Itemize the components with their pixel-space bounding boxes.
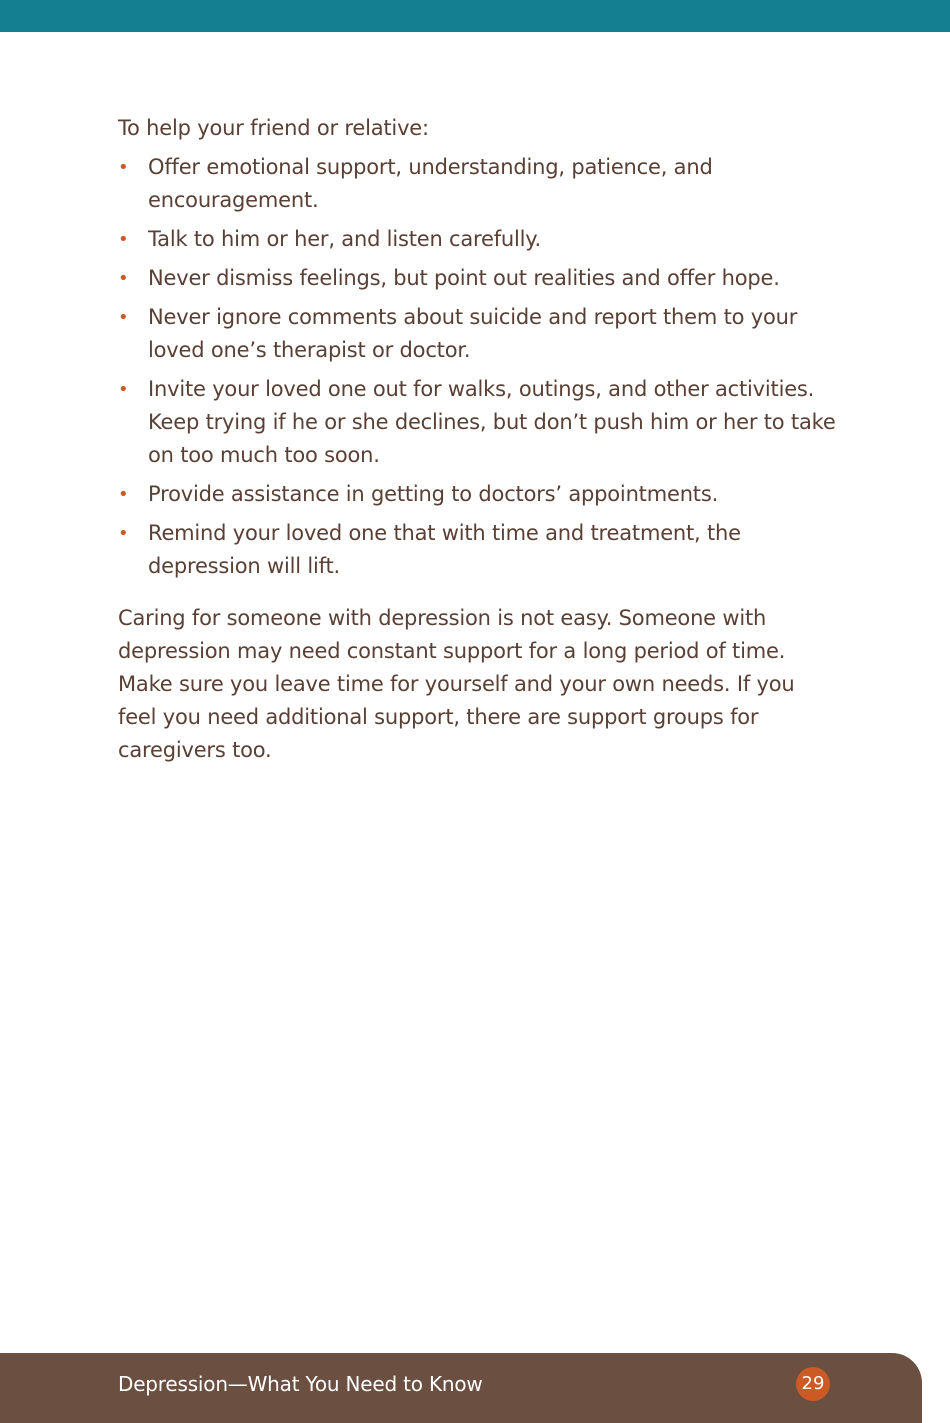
bullet-icon: •	[118, 229, 129, 250]
list-item-text: Remind your loved one that with time and treatment, the depression will lift.	[148, 521, 741, 578]
bullet-icon: •	[118, 379, 129, 400]
closing-paragraph: Caring for someone with depression is not easy. Someone with depression may need constant support for a long period of time. Make sure you leave time for yourself and your own needs. If you feel you need additional support, there are support groups for caregivers too.	[118, 606, 795, 762]
top-color-band	[0, 0, 950, 32]
list-item	[118, 301, 838, 367]
list-item-text: Invite your loved one out for walks, outings, and other activities. Keep trying if he or she declines, but don’t push him or her to take on too much too soon.	[148, 377, 836, 467]
page-content	[118, 112, 838, 767]
list-item-text: Offer emotional support, understanding, patience, and encouragement.	[148, 155, 713, 212]
list-item	[118, 262, 838, 295]
list-item-text: Talk to him or her, and listen carefully.	[148, 227, 542, 251]
footer-title: Depression—What You Need to Know	[118, 1372, 483, 1396]
list-item	[118, 478, 838, 511]
list-item	[118, 223, 838, 256]
bullet-icon: •	[118, 157, 129, 178]
list-item	[118, 151, 838, 217]
list-item-text: Never ignore comments about suicide and report them to your loved one’s therapist or doctor.	[148, 305, 798, 362]
list-item-text: Provide assistance in getting to doctors’ appointments.	[148, 482, 719, 506]
list-item	[118, 517, 838, 583]
list-item-text: Never dismiss feelings, but point out realities and offer hope.	[148, 266, 780, 290]
page-footer	[0, 1353, 922, 1423]
tips-list	[118, 151, 838, 583]
bullet-icon: •	[118, 523, 129, 544]
page-number-badge: 29	[796, 1367, 830, 1401]
list-item	[118, 373, 838, 472]
bullet-icon: •	[118, 307, 129, 328]
bullet-icon: •	[118, 268, 129, 289]
intro-text: To help your friend or relative:	[118, 116, 429, 140]
bullet-icon: •	[118, 484, 129, 505]
